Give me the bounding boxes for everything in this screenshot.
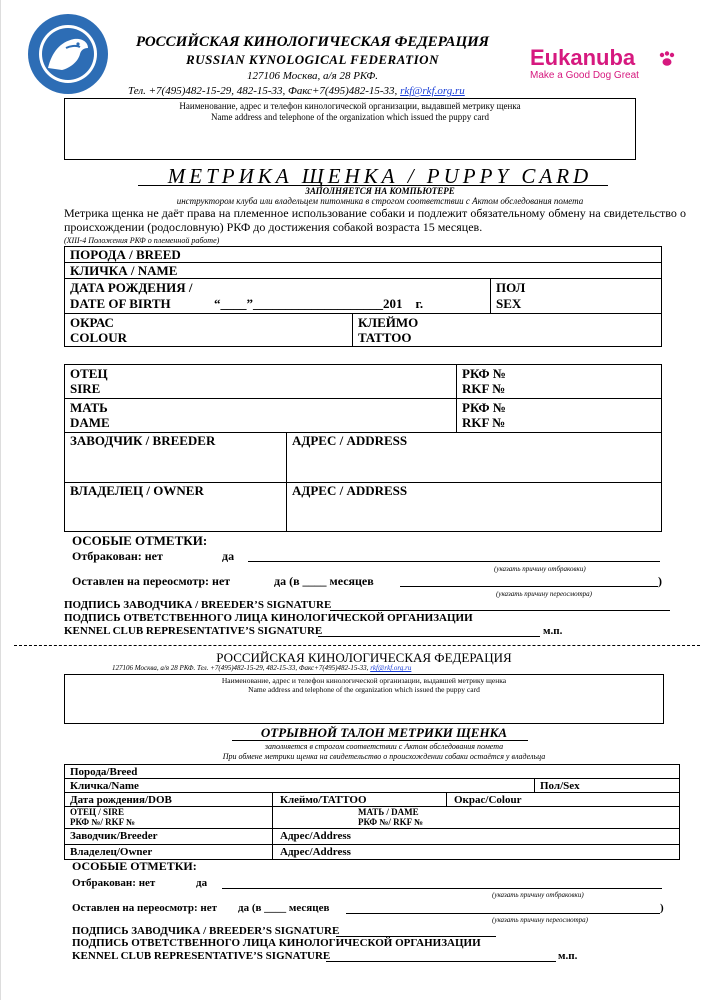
puppy-card-title: МЕТРИКА ЩЕНКА / PUPPY CARD	[167, 164, 593, 188]
culled-reason-hint: (указать причину отбраковки)	[494, 565, 586, 573]
org-contacts	[128, 85, 528, 97]
sire-rkf-ru: РКФ №	[462, 366, 506, 381]
name-label[interactable]: КЛИЧКА / NAME	[70, 263, 178, 278]
official-signature-label: ПОДПИСЬ ОТВЕТСТВЕННОГО ЛИЦА КИНОЛОГИЧЕСКОЙ ОРГАНИЗАЦИИ	[64, 612, 473, 624]
recheck-no-label[interactable]: Оставлен на переосмотр: нет	[72, 574, 231, 588]
sire-rkf-en: RKF №	[462, 381, 506, 396]
stub-dame-label: МАТЬ / DAME	[358, 807, 419, 817]
stub-culled-hint: (указать причину отбраковки)	[492, 891, 584, 899]
stub-email-link[interactable]: rkf@rkf.org.ru	[370, 664, 412, 672]
stub-culled-no[interactable]: Отбракован: нет	[72, 877, 156, 889]
breeder-address-label[interactable]: АДРЕС / ADDRESS	[292, 433, 408, 448]
fill-on-computer: ЗАПОЛНЯЕТСЯ НА КОМПЬЮТЕРЕ	[305, 186, 455, 196]
stub-recheck-hint: (указать причину переосмотра)	[492, 916, 589, 924]
culled-no-label[interactable]: Отбракован: нет	[72, 549, 163, 563]
org-email-link[interactable]: rkf@rkf.org.ru	[400, 85, 465, 97]
breeder-label[interactable]: ЗАВОДЧИК / BREEDER	[70, 433, 216, 448]
stub-breed-label[interactable]: Порода/Breed	[70, 766, 138, 778]
dob-field[interactable]: “____”____________________201 г.	[214, 296, 424, 311]
culled-reason-line[interactable]	[248, 561, 660, 562]
org-address: 127106 Москва, а/я 28 РКФ.	[247, 70, 378, 82]
sex-label-ru: ПОЛ	[496, 280, 526, 295]
stub-title: ОТРЫВНОЙ ТАЛОН МЕТРИКИ ЩЕНКА	[260, 725, 508, 740]
stub-org-box-en: Name address and telephone of the organization which issued the puppy card	[248, 685, 480, 694]
eukanuba-tagline: Make a Good Dog Great	[530, 70, 639, 81]
breeder-signature-line[interactable]	[330, 610, 670, 611]
kennel-signature-line[interactable]	[318, 636, 540, 637]
stub-seal-place: м.п.	[558, 950, 578, 962]
dob-label-ru: ДАТА РОЖДЕНИЯ /	[70, 280, 193, 295]
owner-address-label[interactable]: АДРЕС / ADDRESS	[292, 483, 408, 498]
culled-yes-label[interactable]: да	[222, 549, 235, 563]
tear-off-line[interactable]	[14, 645, 700, 646]
stub-sub1: заполняется в строгом соответствии с Актом обследования помета	[264, 742, 504, 751]
stub-dame-rkf: РКФ №/ RKF №	[358, 817, 424, 827]
issuing-org-label-en: Name address and telephone of the organization which issued the puppy card	[211, 112, 489, 122]
org-title-ru: РОССИЙСКАЯ КИНОЛОГИЧЕСКАЯ ФЕДЕРАЦИЯ	[135, 34, 490, 50]
stub-sub2: При обмене метрики щенка на свидетельство о происхождении собаки остаётся у владельца	[222, 752, 546, 761]
stub-sire-label: ОТЕЦ / SIRE	[70, 807, 125, 817]
stub-dob-label[interactable]: Дата рождения/DOB	[70, 794, 172, 806]
stub-sire-rkf: РКФ №/ RKF №	[70, 817, 136, 827]
stub-org-box-ru: Наименование, адрес и телефон кинологической организации, выдавшей метрику щенка	[221, 676, 507, 685]
org-title-en: RUSSIAN KYNOLOGICAL FEDERATION	[186, 52, 439, 67]
puppy-card-notice: Метрика щенка не даёт права на племенное использование собаки и подлежит обязательному обмену на свидетельство о происхождении (родословную) РКФ до достижения собакой возраста 15 месяцев.	[64, 206, 686, 234]
recheck-reason-hint: (указать причину переосмотра)	[496, 590, 593, 598]
sire-label-ru: ОТЕЦ	[70, 366, 108, 381]
stub-recheck-close-paren: )	[660, 902, 664, 914]
dob-label-en: DATE OF BIRTH	[70, 296, 171, 311]
colour-label-ru: ОКРАС	[70, 315, 114, 330]
dame-rkf-en: RKF №	[462, 415, 506, 430]
stub-contacts	[112, 664, 672, 672]
stub-owner-label[interactable]: Владелец/Owner	[70, 846, 153, 858]
stub-colour-label[interactable]: Окрас/Colour	[454, 794, 522, 806]
colour-label-en: COLOUR	[70, 330, 128, 345]
breeder-signature-label: ПОДПИСЬ ЗАВОДЧИКА / BREEDER’S SIGNATURE	[64, 599, 332, 611]
dame-label-ru: МАТЬ	[70, 400, 108, 415]
eukanuba-name: Eukanuba	[530, 45, 636, 70]
kennel-signature-label: KENNEL CLUB REPRESENTATIVE’S SIGNATURE	[64, 625, 323, 637]
org-phones: Тел. +7(495)482-15-29, 482-15-33, Факс+7(495)482-15-33,	[128, 85, 398, 97]
stub-breeder-label[interactable]: Заводчик/Breeder	[70, 830, 158, 842]
sire-label-en: SIRE	[70, 381, 101, 396]
tattoo-label-en: TATTOO	[358, 330, 412, 345]
issuing-org-label-ru: Наименование, адрес и телефон кинологической организации, выдавшей метрику щенка	[179, 101, 521, 111]
stub-name-label[interactable]: Кличка/Name	[70, 780, 139, 792]
stub-sex-label[interactable]: Пол/Sex	[540, 780, 580, 792]
regulation-reference: (XIII-4 Положения РКФ о племенной работе)	[64, 236, 220, 245]
stub-recheck-no[interactable]: Оставлен на переосмотр: нет	[72, 902, 217, 914]
stub-owner-address[interactable]: Адрес/Address	[280, 846, 351, 858]
owner-label[interactable]: ВЛАДЕЛЕЦ / OWNER	[70, 483, 204, 498]
recheck-reason-line[interactable]	[400, 586, 658, 587]
stub-culled-reason-line[interactable]	[222, 888, 662, 889]
tattoo-label-ru: КЛЕЙМО	[358, 315, 419, 330]
breed-label[interactable]: ПОРОДА / BREED	[70, 247, 181, 262]
recheck-yes-label[interactable]: да (в ____ месяцев	[274, 574, 374, 588]
fill-instruction: инструктором клуба или владельцем питомника в строгом соответствии с Актом обследования помета	[176, 196, 584, 206]
stub-kennel-signature: KENNEL CLUB REPRESENTATIVE’S SIGNATURE	[72, 950, 331, 962]
dame-rkf-ru: РКФ №	[462, 400, 506, 415]
stub-recheck-reason-line[interactable]	[346, 913, 660, 914]
seal-place-label: м.п.	[543, 625, 563, 637]
stub-breeder-address[interactable]: Адрес/Address	[280, 830, 351, 842]
special-marks-title: ОСОБЫЕ ОТМЕТКИ:	[72, 533, 208, 548]
stub-phones: 127106 Москва, а/я 28 РКФ. Тел. +7(495)482-15-29, 482-15-33, Факс+7(495)482-15-33,	[112, 664, 369, 672]
parents-owner-table	[64, 364, 662, 532]
stub-culled-yes[interactable]: да	[196, 877, 208, 889]
stub-special-title: ОСОБЫЕ ОТМЕТКИ:	[72, 859, 197, 873]
recheck-close-paren: )	[658, 574, 662, 588]
stub-recheck-yes[interactable]: да (в ____ месяцев	[238, 902, 330, 914]
sex-label-en: SEX	[496, 296, 522, 311]
stub-tattoo-label[interactable]: Клеймо/TATTOO	[280, 794, 367, 806]
stub-title-underline	[232, 740, 528, 741]
page-edge	[0, 0, 1, 1000]
stub-org-title: РОССИЙСКАЯ КИНОЛОГИЧЕСКАЯ ФЕДЕРАЦИЯ	[216, 650, 512, 665]
stub-breeder-signature: ПОДПИСЬ ЗАВОДЧИКА / BREEDER’S SIGNATURE	[72, 925, 340, 937]
stub-official-signature: ПОДПИСЬ ОТВЕТСТВЕННОГО ЛИЦА КИНОЛОГИЧЕСКОЙ ОРГАНИЗАЦИИ	[72, 937, 481, 949]
paw-icon	[658, 51, 676, 67]
rkf-seal-logo	[26, 12, 110, 96]
stub-kennel-signature-line[interactable]	[326, 961, 556, 962]
dame-label-en: DAME	[70, 415, 110, 430]
